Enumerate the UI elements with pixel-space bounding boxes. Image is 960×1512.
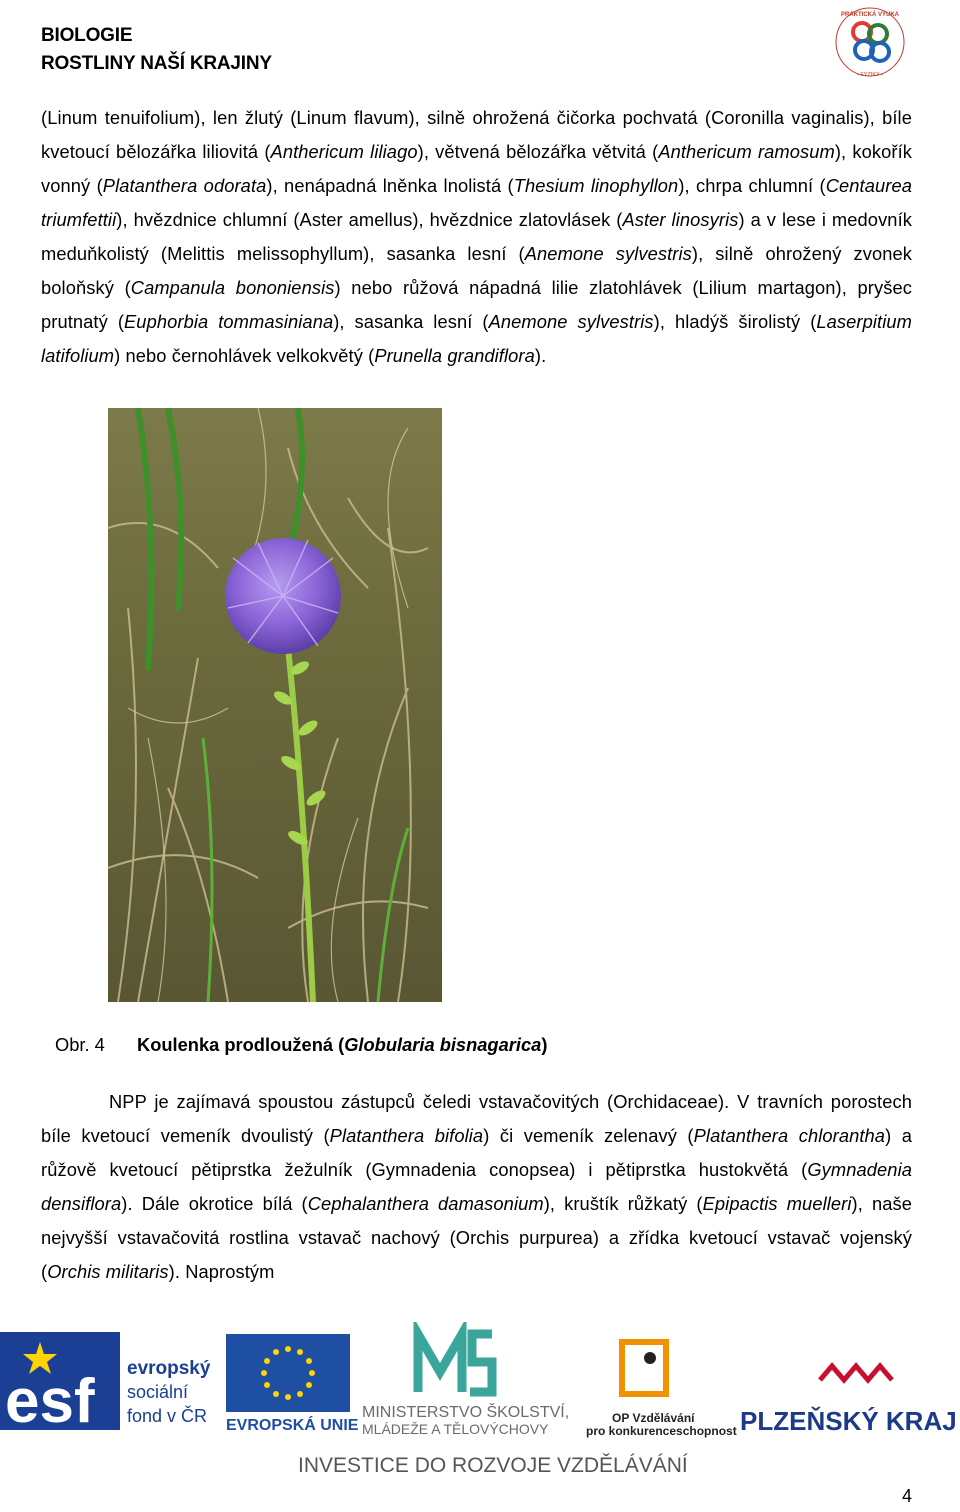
plzensky-kraj-logo [740, 1366, 957, 1436]
svg-text:EVROPSKÁ UNIE: EVROPSKÁ UNIE [226, 1417, 359, 1434]
subject-title: BIOLOGIE [41, 25, 133, 46]
esf-logo [0, 1332, 211, 1436]
footer-logo-strip [0, 1322, 960, 1482]
svg-text:PLZEŇSKÝ KRAJ: PLZEŇSKÝ KRAJ [740, 1406, 957, 1436]
svg-text:sociální: sociální [127, 1382, 189, 1402]
svg-text:pro konkurenceschopnost: pro konkurenceschopnost [586, 1424, 737, 1438]
svg-text:evropský: evropský [127, 1358, 211, 1379]
svg-text:MLÁDEŽE A TĚLOVÝCHOVY: MLÁDEŽE A TĚLOVÝCHOVY [362, 1421, 549, 1437]
figure-title: Koulenka prodloužená (Globularia bisnagarica) [137, 1034, 548, 1055]
document-header [41, 22, 272, 78]
globularia-photo [108, 408, 442, 1002]
page-number: 4 [901, 1486, 912, 1506]
figure-number: Obr. 4 [55, 1034, 105, 1055]
op-vk-logo [586, 1342, 737, 1438]
svg-text:esf: esf [5, 1367, 95, 1436]
footer-slogan: INVESTICE DO ROZVOJE VZDĚLÁVÁNÍ [298, 1454, 688, 1477]
svg-text:MINISTERSTVO ŠKOLSTVÍ,: MINISTERSTVO ŠKOLSTVÍ, [362, 1404, 570, 1421]
msmt-logo [362, 1334, 569, 1437]
eu-flag-logo [226, 1334, 359, 1434]
svg-text:• FYZIKY •: • FYZIKY • [856, 72, 884, 78]
prakticka-vyuka-logo [832, 2, 908, 82]
svg-text:fond v ČR: fond v ČR [127, 1406, 208, 1426]
topic-title: ROSTLINY NAŠÍ KRAJINY [41, 53, 272, 74]
svg-text:PRAKTICKÁ VÝUKA: PRAKTICKÁ VÝUKA [840, 12, 900, 18]
figure-caption [55, 1030, 547, 1060]
paragraph-plant-list: (Linum tenuifolium), len žlutý (Linum flavum), silně ohrožená čičorka pochvatá (Coronilla vaginalis), bíle kvetoucí bělozářka liliovitá (Anthericum liliago), větvená bělozářka větvitá (Anthericum ramosum), kokořík vonný (Platanthera odorata), nenápadná lněnka lnolistá (Thesium linophyllon), chrpa chlumní (Centaurea triumfettii), hvězdnice chlumní (Aster amellus), hvězdnice zlatovlásek (Aster linosyris) a v lese i medovník meduňkolistý (Melittis melissophyllum), sasanka lesní (Anemone sylvestris), silně ohrožený zvonek boloňský (Campanula bononiensis) nebo růžová nápadná lilie zlatohlávek (Lilium martagon), pryšec prutnatý (Euphorbia tommasiniana), sasanka lesní (Anemone sylvestris), hladýš širolistý (Laserpitium latifolium) nebo černohlávek velkokvětý (Prunella grandiflora). [41, 107, 913, 366]
svg-text:OP Vzdělávání: OP Vzdělávání [612, 1411, 695, 1425]
paragraph-orchids: NPP je zajímavá spoustou zástupců čeledi vstavačovitých (Orchidaceae). V travních porostech bíle kvetoucí vemeník dvoulistý (Platanthera bifolia) či vemeník zelenavý (Platanthera chlorantha) a růžově kvetoucí pětiprstka žežulník (Gymnadenia conopsea) i pětiprstka hustokvětá (Gymnadenia densiflora). Dále okrotice bílá (Cephalanthera damasonium), kruštík růžkatý (Epipactis muelleri), naše nejvyšší vstavačovitá rostlina vstavač nachový (Orchis purpurea) a zřídka kvetoucí vstavač vojenský (Orchis militaris). Naprostým [41, 1091, 913, 1282]
